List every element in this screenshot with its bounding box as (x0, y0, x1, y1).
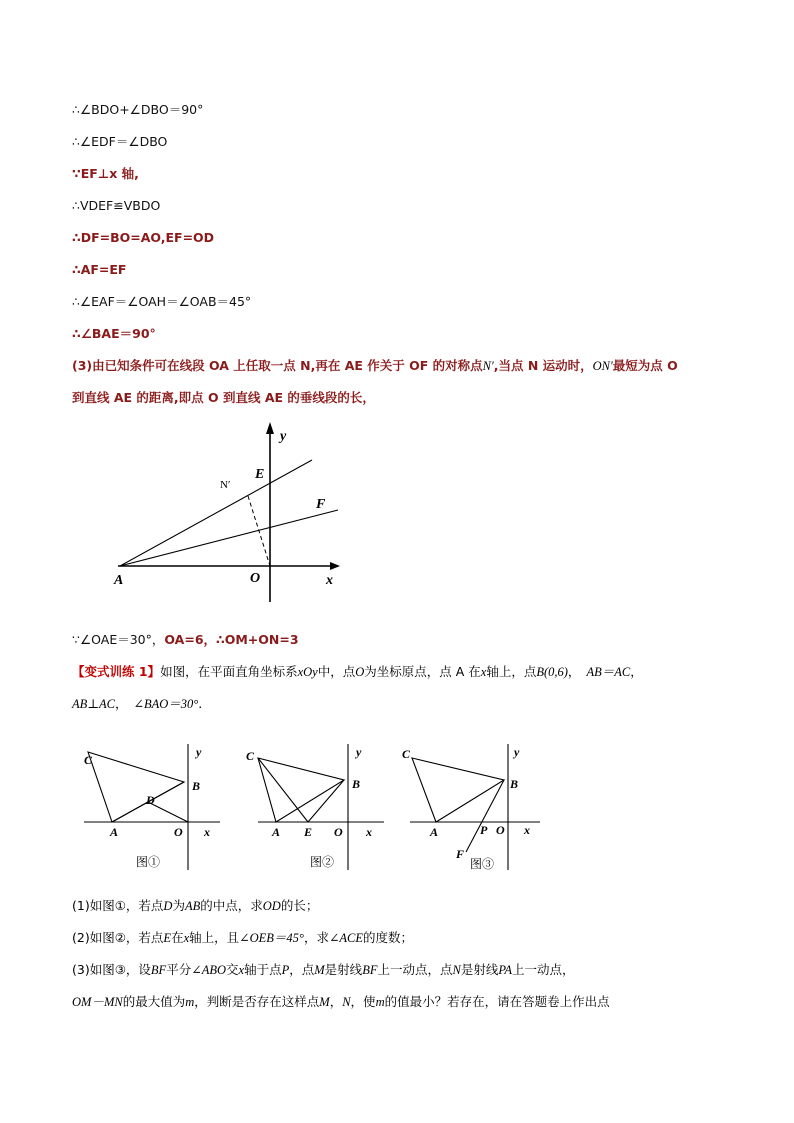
f3-label-p: P (480, 823, 488, 837)
proof-line-5: ∴DF=BO=AO,EF=OD (72, 230, 215, 245)
q3-text-e: ，点 (289, 962, 315, 977)
q4-text-c: ， (329, 994, 343, 1009)
training-text-2: 中，点 (317, 664, 356, 679)
q4-text-b: ，判断是否存在这样点 (194, 994, 320, 1009)
diagram-angle-figure (110, 418, 350, 608)
question-3 (72, 961, 575, 979)
q4-text-d: ，使 (350, 994, 376, 1009)
q4-text-a: 的最大值为 (122, 994, 186, 1009)
part3-text-b: ,当点 N 运动时， (493, 358, 593, 373)
q3-n: N (452, 963, 461, 977)
conclusion-text-a: ∵∠OAE＝30°， (72, 632, 165, 647)
ray-af (120, 510, 338, 566)
ray-ae (120, 460, 312, 566)
training-line-2 (72, 695, 202, 713)
q2-angle: ∠OEB＝45° (239, 931, 304, 945)
q2-e: E (163, 931, 172, 945)
f1-label-a: A (110, 825, 119, 839)
q1-d: D (163, 899, 173, 913)
q4-point-n: N (342, 995, 351, 1009)
question-2 (72, 929, 413, 947)
f3-label-b: B (510, 777, 519, 791)
q2-text-c: 轴上，且 (189, 930, 240, 945)
f2-line-ce (258, 758, 308, 822)
part3-symbol-on: ON′ (592, 359, 613, 373)
q2-x: x (183, 931, 190, 945)
part3-symbol-n: N′ (482, 359, 494, 373)
q3-text-f: 是射线 (324, 962, 363, 977)
training-comma: ， (115, 696, 128, 711)
figure-1 (80, 738, 230, 873)
label-n-prime: N′ (220, 479, 231, 491)
label-o: O (250, 571, 261, 586)
f2-label-b: B (352, 777, 361, 791)
q1-text-b: 为 (172, 898, 185, 913)
proof-line-4: ∴VDEF≌VBDO (72, 198, 161, 213)
q2-text-d: ，求 (303, 930, 329, 945)
part3-text-c: 最短为点 O (612, 358, 678, 373)
label-x: x (326, 573, 333, 588)
question-1 (72, 897, 318, 915)
q1-od: OD (262, 899, 281, 913)
q4-m: m (185, 995, 195, 1009)
q4-point-m: M (319, 995, 330, 1009)
q1-text-c: 的中点，求 (200, 898, 263, 913)
training-period: . (198, 696, 203, 711)
f3-label-c: C (402, 747, 411, 761)
proof-line-2: ∴∠EDF＝∠DBO (72, 134, 168, 149)
q3-m: M (314, 963, 325, 977)
training-tag: 【变式训练 1】 (72, 664, 161, 679)
q1-text-e: 的长； (280, 898, 319, 913)
q4-om-mn: OM－MN (72, 995, 123, 1009)
f2-caption: 图② (310, 855, 335, 869)
f3-label-a: A (430, 825, 439, 839)
proof-line-1: ∴∠BDO+∠DBO＝90° (72, 102, 204, 117)
f1-label-c: C (84, 753, 93, 767)
f3-ray-bf (466, 780, 504, 852)
q1-text-a: (1)如图①，若点 (72, 898, 164, 913)
y-axis-arrow (266, 422, 274, 434)
label-f: F (316, 497, 326, 512)
q3-text-h: 是射线 (460, 962, 499, 977)
conclusion-line (72, 631, 299, 649)
label-a: A (114, 573, 124, 588)
training-text-1: 如图，在平面直角坐标系 (160, 664, 298, 679)
part3-line-2: 到直线 AE 的距离,即点 O 到直线 AE 的垂线段的长， (72, 390, 375, 405)
q3-text-c: 交 (226, 962, 239, 977)
proof-line-7: ∴∠EAF＝∠OAH＝∠OAB＝45° (72, 294, 252, 309)
q3-text-d: 轴于点 (244, 962, 282, 977)
f1-label-y: y (196, 745, 202, 759)
f2-label-y: y (356, 745, 362, 759)
training-angle: ∠BAO＝30° (133, 697, 199, 711)
f2-label-c: C (246, 749, 255, 763)
f2-label-x: x (366, 825, 372, 839)
f3-label-o: O (496, 823, 505, 837)
figure-3 (400, 738, 550, 873)
figure-2 (244, 738, 394, 873)
question-3-continued (72, 993, 610, 1011)
training-text-4: 轴上，点 (486, 664, 537, 679)
training-x: x (480, 665, 487, 679)
part3-text-a: (3)由已知条件可在线段 OA 上任取一点 N,再在 AE 作关于 OF 的对称点 (72, 358, 483, 373)
f1-label-d: D (146, 793, 155, 807)
training-perp: AB⊥AC (72, 697, 115, 711)
q2-text-f: 的度数； (363, 930, 414, 945)
q2-ace: ∠ACE (328, 931, 364, 945)
proof-line-6: ∴AF=EF (72, 262, 127, 277)
q3-x: x (238, 963, 245, 977)
training-line-1 (72, 663, 643, 681)
f2-label-a: A (272, 825, 281, 839)
f2-label-e: E (304, 825, 313, 839)
training-xoy: xOy (297, 665, 318, 679)
q3-text-a: (3)如图③，设 (72, 962, 151, 977)
part3-line-1 (72, 357, 678, 375)
conclusion-text-b: OA=6，∴OM+ON=3 (164, 632, 299, 647)
f2-label-o: O (334, 825, 343, 839)
proof-line-8: ∴∠BAE＝90° (72, 326, 156, 341)
f1-label-o: O (174, 825, 183, 839)
q3-bf2: BF (362, 963, 378, 977)
f3-caption: 图③ (470, 857, 495, 871)
perpendicular-dashed (248, 496, 270, 566)
training-text-6: ， (630, 664, 643, 679)
x-axis-arrow (330, 562, 340, 570)
training-ab-ac: AB＝AC (586, 665, 631, 679)
training-text-5: ， (567, 664, 581, 679)
f3-triangle-cba (412, 758, 504, 822)
q2-text-a: (2)如图②，若点 (72, 930, 164, 945)
f1-label-b: B (192, 779, 201, 793)
f1-label-x: x (204, 825, 210, 839)
training-o: O (355, 665, 365, 679)
q3-pa: PA (498, 963, 513, 977)
q3-text-b: 平分 (166, 962, 192, 977)
q3-text-i: 上一动点， (512, 962, 575, 977)
q3-text-g: 上一动点，点 (377, 962, 453, 977)
q1-ab: AB (184, 899, 201, 913)
q4-m2: m (375, 995, 385, 1009)
q3-p: P (281, 963, 290, 977)
q3-abo: ∠ABO (191, 963, 226, 977)
q4-text-e: 的值最小？若存在，请在答题卷上作出点 (384, 994, 610, 1009)
q2-text-b: 在 (171, 930, 184, 945)
f2-line-eb (308, 780, 344, 822)
label-e: E (255, 467, 265, 482)
f3-label-x: x (524, 823, 530, 837)
label-y: y (280, 429, 287, 444)
f1-caption: 图① (136, 855, 161, 869)
f3-label-y: y (514, 745, 520, 759)
training-point-b: B(0,6) (536, 665, 568, 679)
training-text-3: 为坐标原点，点 A 在 (364, 664, 481, 679)
f3-label-f: F (456, 847, 465, 861)
f1-triangle-cba (88, 752, 184, 822)
proof-line-3: ∵EF⊥x 轴, (72, 166, 139, 181)
q3-bf: BF (150, 963, 167, 977)
